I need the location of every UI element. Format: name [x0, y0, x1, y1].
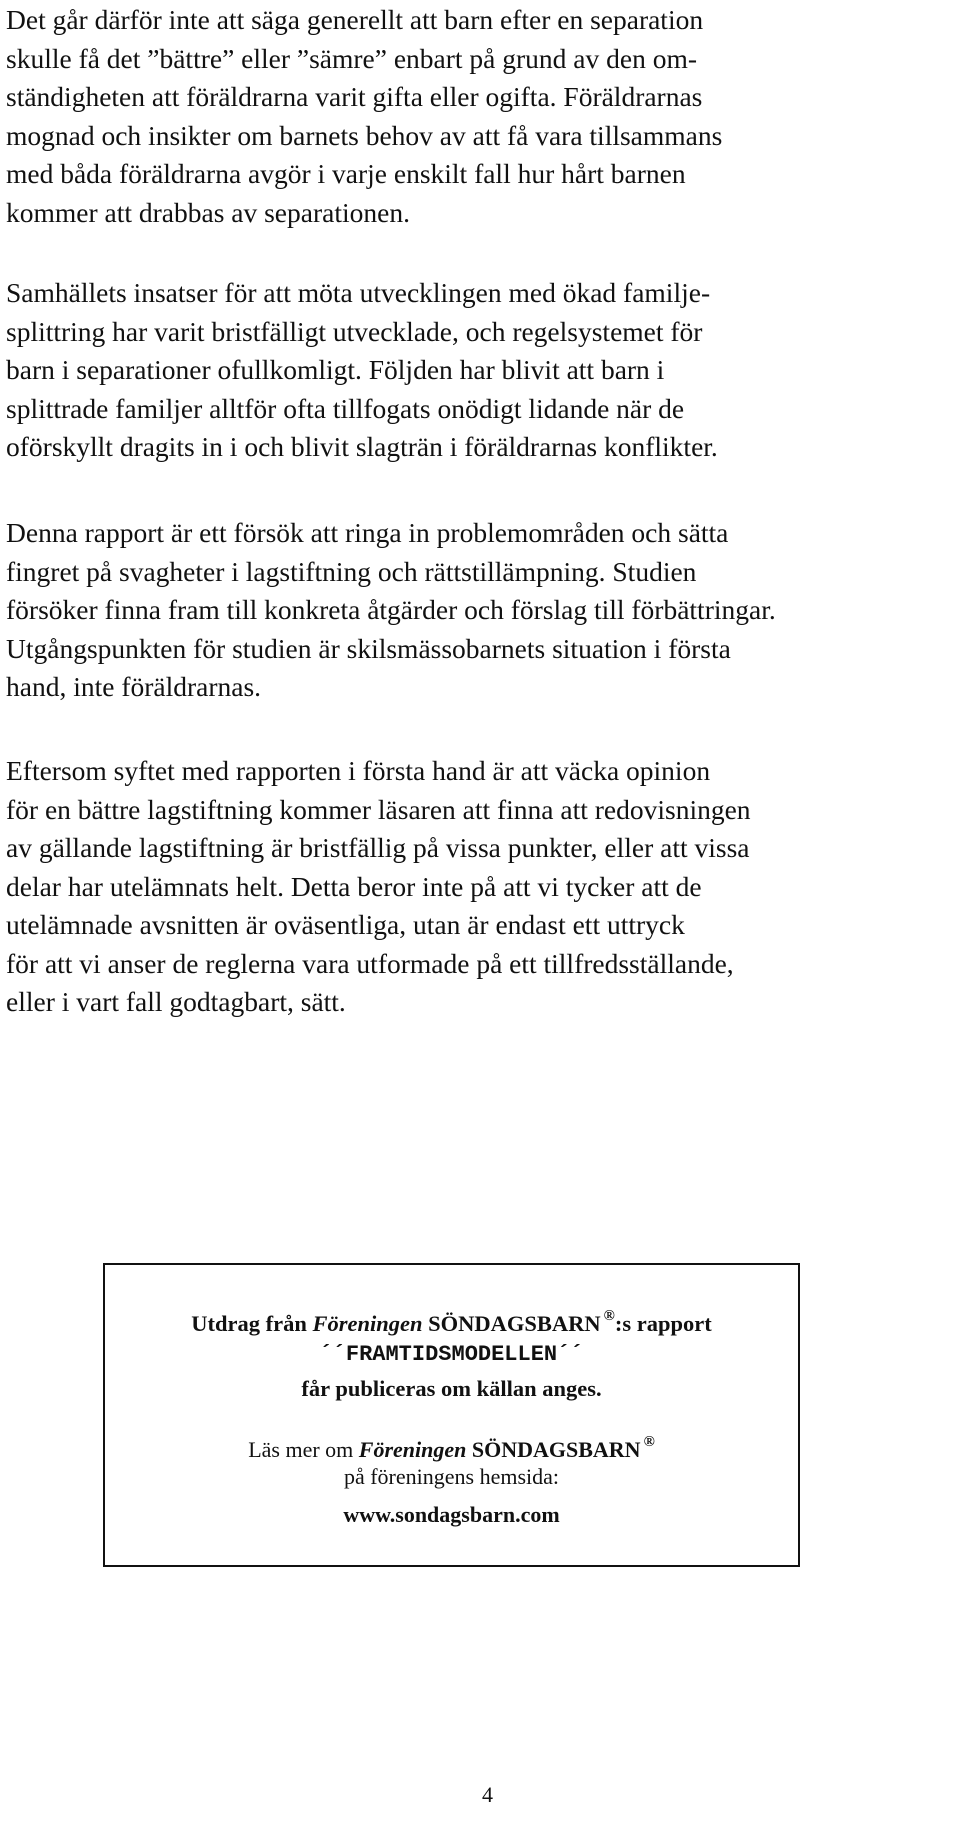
website-intro: på föreningens hemsida:	[343, 1464, 560, 1489]
paragraph-line: för att vi anser de reglerna vara utformade på ett tillfredsställande,	[6, 947, 734, 979]
paragraph-line: försöker finna fram till konkreta åtgärder och förslag till förbättringar.	[6, 594, 776, 625]
paragraph-line: eller i vart fall godtagbart, sätt.	[6, 986, 346, 1017]
paragraph-line: kommer att drabbas av separationen.	[6, 196, 410, 228]
paragraph-line: ständigheten att föräldrarna varit gifta eller ogifta. Föräldrarnas	[6, 81, 703, 112]
paragraph-line: för en bättre lagstiftning kommer läsaren att finna att redovisningen	[6, 793, 751, 825]
page-number: 4	[482, 1782, 493, 1807]
paragraph-line: mognad och insikter om barnets behov av att få vara tillsammans	[6, 119, 723, 151]
paragraph-line: Denna rapport är ett försök att ringa in problemområden och sätta	[6, 517, 729, 548]
paragraph-line: splittring har varit bristfälligt utvecklade, och regelsystemet för	[6, 315, 703, 347]
paragraph-line: med båda föräldrarna avgör i varje enskilt fall hur hårt barnen	[6, 158, 686, 189]
paragraph-line: utelämnade avsnitten är oväsentliga, utan är endast ett uttryck	[6, 909, 685, 940]
read-more-prefix: Läs mer om	[248, 1437, 359, 1462]
org-italic: Föreningen	[312, 1311, 423, 1336]
paragraph-4	[6, 752, 956, 1022]
org-name: SÖNDAGSBARN	[428, 1311, 601, 1336]
notice-suffix: :s rapport	[614, 1311, 712, 1336]
read-more-line	[105, 1428, 798, 1464]
paragraph-line: Samhällets insatser för att möta utvecklingen med ökad familje-	[6, 277, 711, 308]
paragraph-line: Eftersom syftet med rapporten i första hand är att väcka opinion	[6, 755, 711, 786]
paragraph-line: Det går därför inte att säga generellt att barn efter en separation	[6, 4, 704, 35]
notice-prefix: Utdrag från	[191, 1311, 313, 1336]
permission-text: får publiceras om källan anges.	[301, 1376, 602, 1401]
paragraph-line: splittrade familjer alltför ofta tillfogats onödigt lidande när de	[6, 392, 685, 424]
paragraph-line: skulle få det ”bättre” eller ”sämre” enbart på grund av den om-	[6, 42, 697, 74]
notice-heading	[105, 1302, 798, 1338]
paragraph-line: Utgångspunkten för studien är skilsmässobarnets situation i första	[6, 632, 731, 664]
notice-box	[103, 1263, 800, 1567]
report-title: ´´FRAMTIDSMODELLEN´´	[319, 1342, 584, 1367]
paragraph-line: barn i separationer ofullkomligt. Följden har blivit att barn i	[6, 354, 665, 385]
paragraph-line: av gällande lagstiftning är bristfällig på vissa punkter, eller att vissa	[6, 832, 750, 863]
org-italic: Föreningen	[358, 1437, 467, 1462]
website-link[interactable]: www.sondagsbarn.com	[343, 1502, 560, 1527]
registered-icon: ®	[643, 1434, 655, 1450]
paragraph-2	[6, 274, 956, 467]
org-name: SÖNDAGSBARN	[471, 1437, 641, 1462]
registered-icon: ®	[603, 1308, 615, 1324]
paragraph-line: delar har utelämnats helt. Detta beror inte på att vi tycker att de	[6, 870, 702, 902]
paragraph-3	[6, 514, 956, 707]
paragraph-line: fingret på svagheter i lagstiftning och rättstillämpning. Studien	[6, 555, 697, 587]
paragraph-1	[6, 1, 956, 232]
paragraph-line: oförskyllt dragits in i och blivit slagträn i föräldrarnas konflikter.	[6, 431, 718, 462]
paragraph-line: hand, inte föräldrarnas.	[6, 671, 262, 702]
